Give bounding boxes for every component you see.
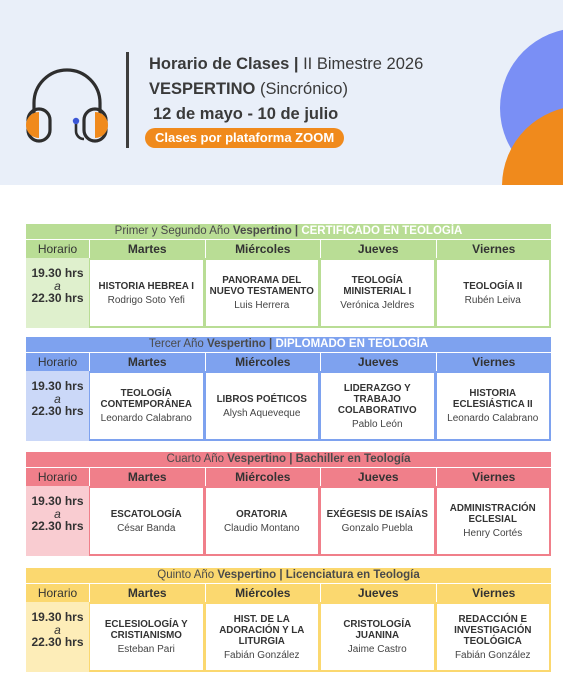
- class-subject: TEOLOGÍA CONTEMPORÁNEA: [100, 388, 192, 410]
- time-cell: 19.30 hrs a 22.30 hrs: [26, 258, 89, 328]
- schedule-title: Quinto Año Vespertino | Licenciatura en Teología: [26, 568, 551, 583]
- time-cell: 19.30 hrs a 22.30 hrs: [26, 486, 89, 556]
- header-viernes: Viernes: [436, 353, 552, 371]
- time-cell: 19.30 hrs a 22.30 hrs: [26, 371, 89, 441]
- schedule-row: [26, 486, 551, 556]
- schedule-row: [26, 258, 551, 328]
- schedule-year-1-2: [26, 224, 551, 328]
- header-martes: Martes: [89, 468, 205, 486]
- class-subject: PANORAMA DEL NUEVO TESTAMENTO: [209, 275, 314, 297]
- date-range: 12 de mayo - 10 de julio: [153, 105, 339, 123]
- class-cell-viernes: [436, 486, 552, 556]
- shift-subtitle: VESPERTINO (Sincrónico): [149, 80, 348, 98]
- class-teacher: Pablo León: [351, 418, 403, 430]
- class-cell-viernes: [436, 602, 552, 672]
- header-jueves: Jueves: [320, 468, 436, 486]
- class-teacher: César Banda: [117, 522, 176, 534]
- header-horario: Horario: [26, 353, 89, 371]
- header-divider: [126, 52, 129, 148]
- class-teacher: Fabián González: [223, 649, 300, 661]
- class-teacher: Henry Cortés: [463, 528, 523, 539]
- header-horario: Horario: [26, 584, 89, 602]
- schedule-header-row: [26, 240, 551, 258]
- class-teacher: Rubén Leiva: [464, 294, 521, 306]
- class-cell-miercoles: [205, 258, 321, 328]
- schedule-year-3: [26, 337, 551, 441]
- header-martes: Martes: [89, 584, 205, 602]
- class-subject: HISTORIA HEBREA I: [98, 280, 194, 292]
- class-subject: ORATORIA: [236, 508, 288, 520]
- schedule-row: [26, 371, 551, 441]
- schedule-title: Cuarto Año Vespertino | Bachiller en Teología: [26, 452, 551, 467]
- class-teacher: Rodrigo Soto Yefi: [107, 294, 185, 306]
- header-jueves: Jueves: [320, 240, 436, 258]
- class-subject: REDACCIÓN E INVESTIGACIÓN TEOLÓGICA: [454, 613, 532, 647]
- header-miercoles: Miércoles: [205, 468, 321, 486]
- class-cell-miercoles: [205, 486, 321, 556]
- class-cell-martes: [89, 486, 205, 556]
- class-subject: HIST. DE LA ADORACIÓN Y LA LITURGIA: [219, 613, 305, 647]
- schedule-title: Primer y Segundo Año Vespertino | CERTIFICADO EN TEOLOGÍA: [26, 224, 551, 239]
- class-cell-viernes: [436, 258, 552, 328]
- header-jueves: Jueves: [320, 353, 436, 371]
- schedule-row: [26, 602, 551, 672]
- class-cell-martes: [89, 371, 205, 441]
- class-teacher: Esteban Pari: [117, 644, 175, 655]
- class-subject: HISTORIA ECLESIÁSTICA II: [452, 388, 533, 410]
- class-teacher: Gonzalo Puebla: [341, 522, 413, 534]
- class-teacher: Leonardo Calabrano: [447, 413, 539, 424]
- class-cell-martes: [89, 602, 205, 672]
- class-subject: CRISTOLOGÍA JUANINA: [343, 619, 412, 641]
- header-martes: Martes: [89, 240, 205, 258]
- class-subject: TEOLOGÍA II: [463, 280, 523, 292]
- class-teacher: Claudio Montano: [223, 522, 300, 534]
- class-subject: ESCATOLOGÍA: [110, 508, 182, 520]
- header-banner: [0, 0, 563, 185]
- class-cell-viernes: [436, 371, 552, 441]
- header-viernes: Viernes: [436, 468, 552, 486]
- schedule-header-row: [26, 468, 551, 486]
- page-title: Horario de Clases | II Bimestre 2026: [149, 55, 424, 73]
- schedule-year-5: [26, 568, 551, 672]
- class-teacher: Jaime Castro: [347, 644, 407, 655]
- class-cell-jueves: [320, 371, 436, 441]
- schedule-year-4: [26, 452, 551, 556]
- schedule-header-row: [26, 353, 551, 371]
- headphones-icon: [22, 55, 112, 150]
- class-teacher: Verónica Jeldres: [340, 300, 415, 311]
- class-cell-martes: [89, 258, 205, 328]
- class-cell-jueves: [320, 258, 436, 328]
- class-cell-miercoles: [205, 602, 321, 672]
- class-cell-miercoles: [205, 371, 321, 441]
- class-teacher: Leonardo Calabrano: [100, 413, 192, 424]
- platform-badge: Clases por plataforma ZOOM: [145, 128, 344, 148]
- header-viernes: Viernes: [436, 584, 552, 602]
- header-jueves: Jueves: [320, 584, 436, 602]
- class-subject: LIDERAZGO Y TRABAJO COLABORATIVO: [337, 382, 417, 416]
- header-miercoles: Miércoles: [205, 353, 321, 371]
- header-miercoles: Miércoles: [205, 584, 321, 602]
- class-subject: TEOLOGÍA MINISTERIAL I: [343, 275, 412, 297]
- schedule-title: Tercer Año Vespertino | DIPLOMADO EN TEOLOGÍA: [26, 337, 551, 352]
- class-subject: EXÉGESIS DE ISAÍAS: [326, 508, 428, 520]
- class-teacher: Luis Herrera: [234, 300, 290, 311]
- class-cell-jueves: [320, 602, 436, 672]
- schedule-header-row: [26, 584, 551, 602]
- class-teacher: Alysh Aqueveque: [223, 407, 301, 419]
- class-teacher: Fabián González: [454, 649, 531, 661]
- header-miercoles: Miércoles: [205, 240, 321, 258]
- header-horario: Horario: [26, 240, 89, 258]
- header-martes: Martes: [89, 353, 205, 371]
- header-viernes: Viernes: [436, 240, 552, 258]
- header-horario: Horario: [26, 468, 89, 486]
- class-subject: ECLESIOLOGÍA Y CRISTIANISMO: [104, 619, 188, 641]
- class-cell-jueves: [320, 486, 436, 556]
- time-cell: 19.30 hrs a 22.30 hrs: [26, 602, 89, 672]
- class-subject: ADMINISTRACIÓN ECLESIAL: [449, 503, 536, 525]
- class-subject: LIBROS POÉTICOS: [216, 393, 307, 405]
